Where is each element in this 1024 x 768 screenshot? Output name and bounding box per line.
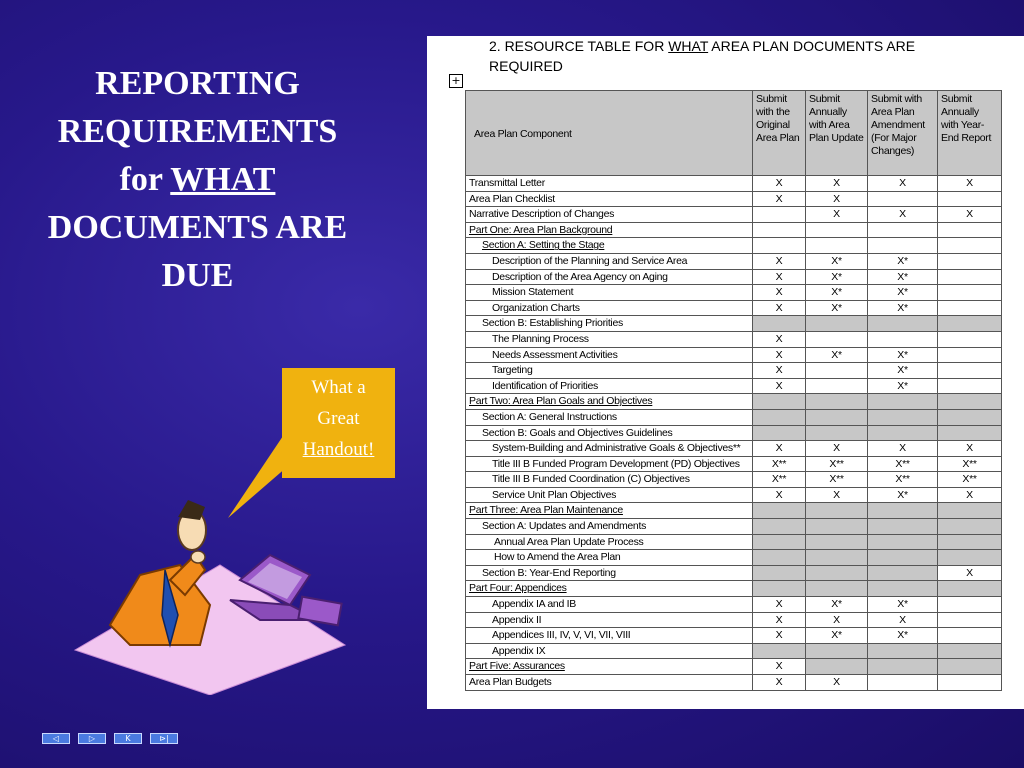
row-label: Appendices III, IV, V, VI, VII, VIII (466, 628, 753, 644)
row-cell: X* (868, 597, 938, 613)
table-row (466, 191, 1002, 207)
row-cell: X* (868, 487, 938, 503)
header-submit-amendment: Submit with Area Plan Amendment (For Major Changes) (868, 91, 938, 176)
slide-title-line-5: DUE (161, 257, 234, 294)
row-cell (868, 534, 938, 550)
row-cell (806, 409, 868, 425)
slide-title-line-3 (10, 156, 385, 204)
resource-table-document (427, 36, 1024, 709)
table-row (466, 487, 1002, 503)
row-label: Identification of Priorities (466, 378, 753, 394)
row-label: Section B: Establishing Priorities (466, 316, 753, 332)
row-cell (938, 519, 1002, 535)
row-cell (938, 503, 1002, 519)
row-label: Area Plan Budgets (466, 675, 753, 691)
row-cell: X (938, 207, 1002, 223)
row-cell: X* (868, 628, 938, 644)
row-cell (938, 534, 1002, 550)
first-slide-button[interactable]: K (114, 733, 142, 744)
row-cell (753, 394, 806, 410)
table-row (466, 565, 1002, 581)
row-cell: X (868, 441, 938, 457)
table-row (466, 472, 1002, 488)
row-cell (806, 503, 868, 519)
row-cell: X (806, 675, 868, 691)
resource-table (465, 90, 1002, 691)
document-title-suffix: AREA PLAN DOCUMENTS ARE (711, 38, 916, 54)
table-row (466, 222, 1002, 238)
row-cell (938, 659, 1002, 675)
header-submit-original: Submit with the Original Area Plan (753, 91, 806, 176)
row-cell (868, 222, 938, 238)
row-cell (938, 425, 1002, 441)
table-row (466, 550, 1002, 566)
row-cell (938, 628, 1002, 644)
table-row (466, 285, 1002, 301)
row-cell: X (753, 191, 806, 207)
row-cell: X (753, 378, 806, 394)
table-row (466, 643, 1002, 659)
row-cell (938, 269, 1002, 285)
header-submit-annually-update: Submit Annually with Area Plan Update (806, 91, 868, 176)
row-cell: X (938, 565, 1002, 581)
row-cell: X (806, 191, 868, 207)
slide-title-line-2: REQUIREMENTS (57, 113, 338, 150)
header-submit-year-end: Submit Annually with Year-End Report (938, 91, 1002, 176)
row-cell (938, 612, 1002, 628)
row-cell: X (868, 612, 938, 628)
last-slide-button[interactable]: ⊳| (150, 733, 178, 744)
row-label: Section A: Updates and Amendments (466, 519, 753, 535)
row-cell (753, 581, 806, 597)
slide-title-line-1: REPORTING (95, 65, 300, 102)
row-cell: X** (806, 456, 868, 472)
row-cell (938, 363, 1002, 379)
row-cell (753, 425, 806, 441)
row-cell: X* (868, 253, 938, 269)
row-cell: X (938, 441, 1002, 457)
row-label: Narrative Description of Changes (466, 207, 753, 223)
row-label: Appendix IX (466, 643, 753, 659)
table-row (466, 363, 1002, 379)
slide-title (10, 60, 385, 300)
table-row (466, 238, 1002, 254)
row-label: Section A: General Instructions (466, 409, 753, 425)
row-cell (938, 643, 1002, 659)
row-label: Service Unit Plan Objectives (466, 487, 753, 503)
row-label: Section B: Goals and Objectives Guidelines (466, 425, 753, 441)
row-cell (806, 222, 868, 238)
row-cell (868, 425, 938, 441)
row-label: Description of the Planning and Service Area (466, 253, 753, 269)
row-cell: X (753, 253, 806, 269)
row-cell: X (753, 176, 806, 192)
row-cell: X (868, 207, 938, 223)
row-cell (753, 565, 806, 581)
row-cell (938, 238, 1002, 254)
row-cell: X* (806, 300, 868, 316)
row-cell (753, 534, 806, 550)
table-row (466, 581, 1002, 597)
row-label: Part Two: Area Plan Goals and Objectives (466, 394, 753, 410)
document-title-line-1 (489, 36, 1009, 56)
row-cell: X** (753, 472, 806, 488)
table-row (466, 659, 1002, 675)
row-label: Targeting (466, 363, 753, 379)
row-cell (938, 378, 1002, 394)
row-cell (868, 191, 938, 207)
row-cell (868, 643, 938, 659)
table-row (466, 331, 1002, 347)
table-row (466, 675, 1002, 691)
row-cell (938, 581, 1002, 597)
document-title-what: WHAT (668, 38, 709, 54)
table-row (466, 534, 1002, 550)
callout-line-2: Great (317, 408, 360, 429)
row-label: Organization Charts (466, 300, 753, 316)
row-cell (753, 222, 806, 238)
row-cell (938, 285, 1002, 301)
row-label: Annual Area Plan Update Process (466, 534, 753, 550)
slide-title-what: WHAT (170, 161, 276, 198)
row-cell: X (753, 441, 806, 457)
row-cell (753, 643, 806, 659)
row-cell (753, 316, 806, 332)
row-cell: X** (868, 456, 938, 472)
table-row (466, 378, 1002, 394)
row-cell (806, 659, 868, 675)
row-cell (868, 659, 938, 675)
header-area-plan-component: Area Plan Component (466, 91, 753, 176)
callout-line-3: Handout! (302, 439, 375, 460)
document-title-line-2: REQUIRED (489, 58, 563, 74)
row-cell (806, 534, 868, 550)
next-slide-button[interactable]: ▷ (78, 733, 106, 744)
row-cell: X (753, 331, 806, 347)
table-row (466, 597, 1002, 613)
row-label: Needs Assessment Activities (466, 347, 753, 363)
row-cell (938, 331, 1002, 347)
table-row (466, 269, 1002, 285)
row-cell (938, 253, 1002, 269)
row-cell: X (753, 659, 806, 675)
row-cell: X (753, 285, 806, 301)
row-cell: X* (806, 269, 868, 285)
row-cell: X (753, 300, 806, 316)
row-cell (868, 581, 938, 597)
row-cell: X** (938, 456, 1002, 472)
row-cell (938, 675, 1002, 691)
row-cell: X** (868, 472, 938, 488)
row-cell (868, 675, 938, 691)
row-label: Part Three: Area Plan Maintenance (466, 503, 753, 519)
row-cell (938, 191, 1002, 207)
table-row (466, 628, 1002, 644)
prev-slide-button[interactable]: ◁ (42, 733, 70, 744)
row-cell (806, 550, 868, 566)
man-with-laptop-clipart (70, 495, 350, 695)
row-cell (806, 394, 868, 410)
move-handle-icon[interactable]: + (449, 74, 463, 88)
table-row (466, 519, 1002, 535)
row-label: Appendix II (466, 612, 753, 628)
row-label: Section B: Year-End Reporting (466, 565, 753, 581)
row-cell (753, 238, 806, 254)
row-cell (806, 316, 868, 332)
row-cell (806, 425, 868, 441)
row-cell (753, 550, 806, 566)
table-row (466, 425, 1002, 441)
row-label: Appendix IA and IB (466, 597, 753, 613)
row-cell (868, 316, 938, 332)
row-cell: X* (806, 347, 868, 363)
row-cell (868, 565, 938, 581)
row-cell: X* (868, 363, 938, 379)
row-label: The Planning Process (466, 331, 753, 347)
row-cell: X* (806, 253, 868, 269)
table-row (466, 316, 1002, 332)
row-cell (938, 222, 1002, 238)
table-row (466, 456, 1002, 472)
row-cell: X (806, 176, 868, 192)
row-cell: X (753, 269, 806, 285)
table-row (466, 612, 1002, 628)
row-cell (868, 238, 938, 254)
slide-navigation (42, 733, 178, 744)
row-cell: X (806, 612, 868, 628)
row-cell (806, 378, 868, 394)
row-cell: X (753, 347, 806, 363)
row-cell: X (753, 363, 806, 379)
row-cell (753, 207, 806, 223)
row-label: How to Amend the Area Plan (466, 550, 753, 566)
row-cell (806, 331, 868, 347)
row-cell: X* (868, 300, 938, 316)
slide-title-for: for (119, 161, 163, 198)
table-row (466, 347, 1002, 363)
row-cell: X (753, 612, 806, 628)
row-cell: X** (806, 472, 868, 488)
row-cell (806, 565, 868, 581)
row-cell (938, 597, 1002, 613)
row-label: Part Five: Assurances (466, 659, 753, 675)
row-cell: X (753, 597, 806, 613)
row-cell (938, 394, 1002, 410)
row-cell: X (753, 628, 806, 644)
callout-line-1: What a (311, 377, 366, 398)
row-cell (938, 550, 1002, 566)
row-cell: X (806, 441, 868, 457)
row-label: Mission Statement (466, 285, 753, 301)
row-cell: X** (938, 472, 1002, 488)
table-row (466, 176, 1002, 192)
table-row (466, 394, 1002, 410)
row-label: Transmittal Letter (466, 176, 753, 192)
document-title-prefix: 2. RESOURCE TABLE FOR (489, 38, 665, 54)
row-cell (753, 409, 806, 425)
row-cell: X* (806, 285, 868, 301)
row-label: Part One: Area Plan Background (466, 222, 753, 238)
row-cell: X (753, 487, 806, 503)
table-row (466, 503, 1002, 519)
row-cell (806, 581, 868, 597)
row-cell (868, 394, 938, 410)
slide-title-line-4: DOCUMENTS ARE (47, 209, 348, 246)
row-cell (868, 519, 938, 535)
row-cell (753, 503, 806, 519)
row-cell (938, 347, 1002, 363)
row-cell: X* (868, 378, 938, 394)
table-row (466, 409, 1002, 425)
row-cell (806, 238, 868, 254)
row-cell (806, 363, 868, 379)
row-cell (806, 643, 868, 659)
table-row (466, 441, 1002, 457)
row-cell: X (806, 487, 868, 503)
row-cell (868, 503, 938, 519)
row-cell: X (753, 675, 806, 691)
table-row (466, 207, 1002, 223)
table-row (466, 253, 1002, 269)
callout-box (282, 368, 395, 478)
row-cell (753, 519, 806, 535)
row-label: Title III B Funded Program Development (PD) Objectives (466, 456, 753, 472)
row-cell: X** (753, 456, 806, 472)
row-cell (868, 331, 938, 347)
row-cell: X (806, 207, 868, 223)
row-cell (938, 409, 1002, 425)
row-cell: X (938, 176, 1002, 192)
row-cell: X (868, 176, 938, 192)
row-cell (806, 519, 868, 535)
row-label: System-Building and Administrative Goals & Objectives** (466, 441, 753, 457)
table-header-row (466, 91, 1002, 176)
row-cell: X (938, 487, 1002, 503)
row-cell (938, 316, 1002, 332)
row-cell (868, 409, 938, 425)
row-cell (868, 550, 938, 566)
row-cell: X* (868, 285, 938, 301)
table-row (466, 300, 1002, 316)
row-label: Section A: Setting the Stage (466, 238, 753, 254)
row-cell: X* (868, 269, 938, 285)
row-cell (938, 300, 1002, 316)
document-title (489, 36, 1009, 76)
row-label: Description of the Area Agency on Aging (466, 269, 753, 285)
row-label: Area Plan Checklist (466, 191, 753, 207)
row-label: Title III B Funded Coordination (C) Objectives (466, 472, 753, 488)
row-cell: X* (806, 628, 868, 644)
row-label: Part Four: Appendices (466, 581, 753, 597)
row-cell: X* (868, 347, 938, 363)
row-cell: X* (806, 597, 868, 613)
